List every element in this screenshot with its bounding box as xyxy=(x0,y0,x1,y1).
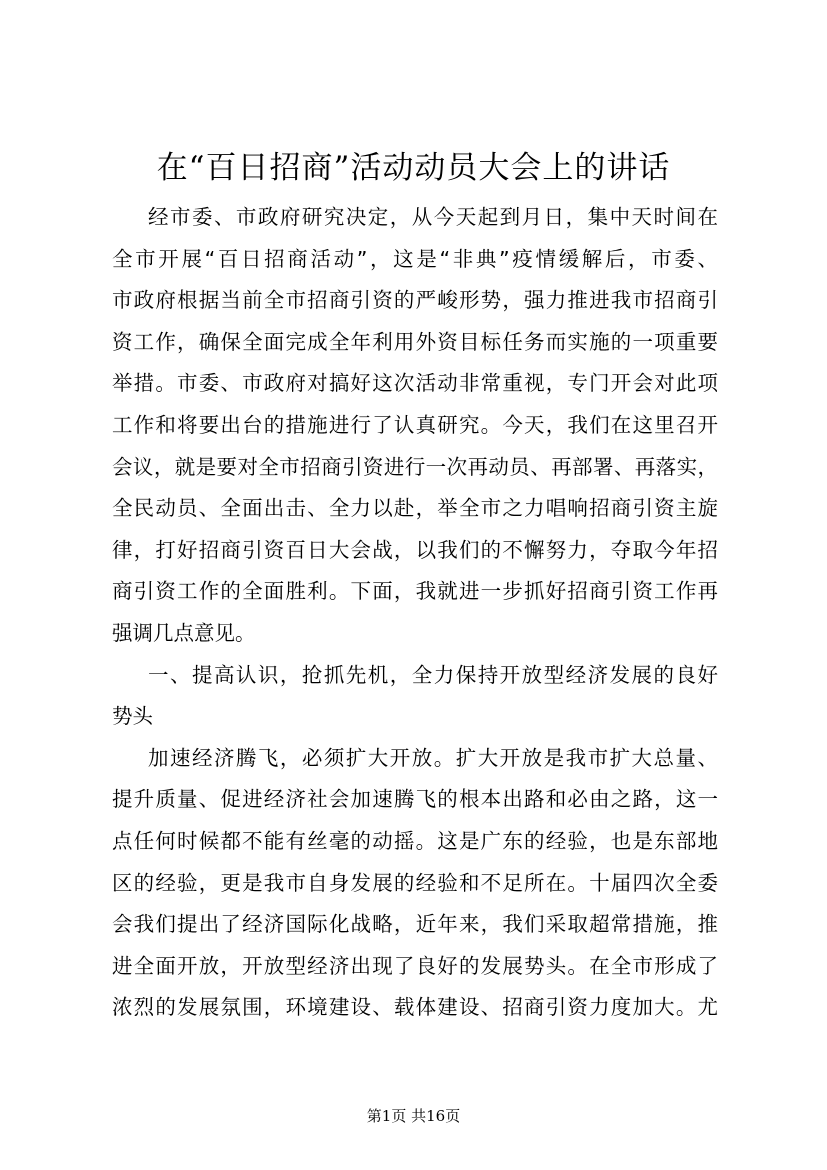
paragraph-line: 工作和将要出台的措施进行了认真研究。今天，我们在这里召开 xyxy=(112,412,718,437)
paragraph-line: 提升质量、促进经济社会加速腾飞的根本出路和必由之路，这一 xyxy=(112,787,718,812)
paragraph-line: 会议，就是要对全市招商引资进行一次再动员、再部署、再落实， xyxy=(112,454,718,479)
paragraph-line: 加速经济腾飞，必须扩大开放。扩大开放是我市扩大总量、 xyxy=(148,745,718,770)
paragraph-line: 市政府根据当前全市招商引资的严峻形势，强力推进我市招商引 xyxy=(112,288,718,313)
paragraph-line: 经市委、市政府研究决定，从今天起到月日，集中天时间在 xyxy=(148,205,718,229)
paragraph-line: 商引资工作的全面胜利。下面，我就进一步抓好招商引资工作再 xyxy=(112,579,718,604)
paragraph-line: 举措。市委、市政府对搞好这次活动非常重视，专门开会对此项 xyxy=(112,371,718,396)
paragraph-line: 进全面开放，开放型经济出现了良好的发展势头。在全市形成了 xyxy=(112,953,718,978)
paragraph-line: 浓烈的发展氛围，环境建设、载体建设、招商引资力度加大。尤 xyxy=(112,995,718,1020)
paragraph-line: 区的经验，更是我市自身发展的经验和不足所在。十届四次全委 xyxy=(112,870,718,895)
section-heading-line: 势头 xyxy=(112,704,153,729)
page-number-footer: 第1页 共16页 xyxy=(366,1107,461,1125)
paragraph-line: 全民动员、全面出击、全力以赴，举全市之力唱响招商引资主旋 xyxy=(112,496,718,521)
section-heading-line: 一、提高认识，抢抓先机，全力保持开放型经济发展的良好 xyxy=(148,662,718,687)
paragraph-line: 点任何时候都不能有丝毫的动摇。这是广东的经验，也是东部地 xyxy=(112,828,718,853)
paragraph-line: 强调几点意见。 xyxy=(112,620,256,645)
document-body xyxy=(112,197,718,1029)
paragraph-line: 资工作，确保全面完成全年利用外资目标任务而实施的一项重要 xyxy=(112,329,718,354)
paragraph-line: 会我们提出了经济国际化战略，近年来，我们采取超常措施，推 xyxy=(112,912,718,937)
document-title: 在“百日招商”活动动员大会上的讲话 xyxy=(156,150,671,186)
paragraph-line: 全市开展“百日招商活动”，这是“非典”疫情缓解后，市委、 xyxy=(112,246,718,271)
paragraph-line: 律，打好招商引资百日大会战，以我们的不懈努力，夺取今年招 xyxy=(112,537,718,562)
